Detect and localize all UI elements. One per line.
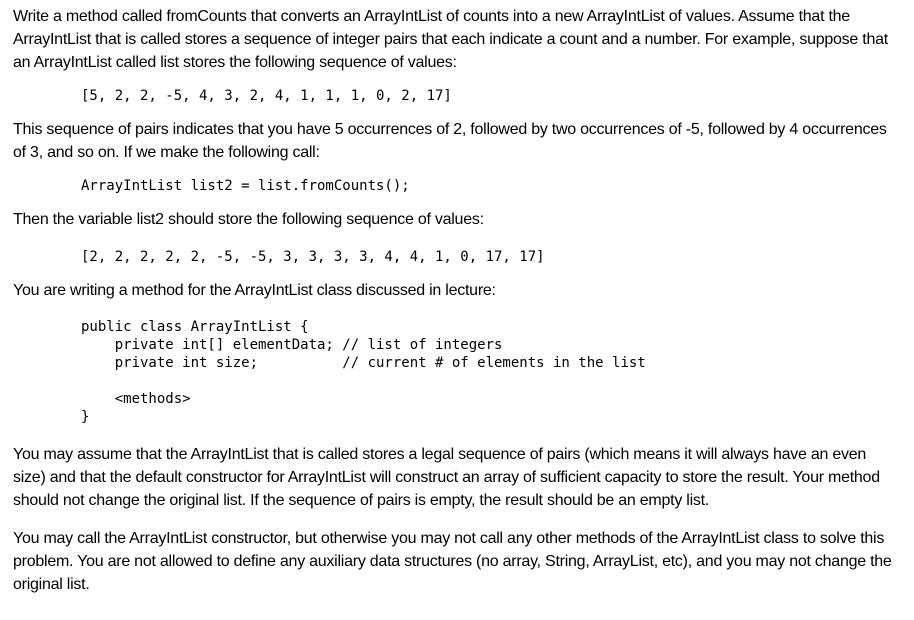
text-line: size) and that the default constructor for ArrayIntList will construct an array of sufficient capacity to store the result. Your method [13,469,880,486]
input-list-code [81,87,904,105]
intro-paragraph [13,5,904,74]
code-line [81,372,904,390]
code-line: <methods> [81,391,191,407]
result-paragraph [13,208,904,231]
text-line: You may call the ArrayIntList constructor, but otherwise you may not call any other methods of the ArrayIntList class to solve this [13,530,885,547]
text-line: You are writing a method for the ArrayIntList class discussed in lecture: [13,282,496,299]
text-line: Then the variable list2 should store the following sequence of values: [13,211,484,228]
text-line: an ArrayIntList called list stores the following sequence of values: [13,54,457,71]
code-line: ArrayIntList list2 = list.fromCounts(); [81,178,410,194]
text-line: Write a method called fromCounts that converts an ArrayIntList of counts into a new ArrayIntList of values. Assume that the [13,8,850,25]
code-line: } [81,409,90,425]
output-list-code [81,248,904,266]
text-line: of 3, and so on. If we make the following call: [13,144,320,161]
class-definition-code [81,318,904,426]
text-line: problem. You are not allowed to define any auxiliary data structures (no array, String, ArrayList, etc), and you may not change the [13,553,892,570]
code-line: [5, 2, 2, -5, 4, 3, 2, 4, 1, 1, 1, 0, 2, 17] [81,88,452,104]
text-line: should not change the original list. If the sequence of pairs is empty, the result should be an empty list. [13,492,710,509]
assumptions-paragraph [13,443,904,512]
call-code [81,177,904,195]
class-intro-paragraph [13,279,904,302]
code-line: private int[] elementData; // list of integers [81,337,503,353]
explanation-paragraph [13,118,904,164]
text-line: This sequence of pairs indicates that you have 5 occurrences of 2, followed by two occurrences of -5, followed by 4 occurrences [13,121,887,138]
restrictions-paragraph [13,527,904,596]
code-line: [2, 2, 2, 2, 2, -5, -5, 3, 3, 3, 3, 4, 4, 1, 0, 17, 17] [81,249,545,265]
text-line: ArrayIntList that is called stores a sequence of integer pairs that each indicate a count and a number. For example, suppose that [13,31,888,48]
code-line: public class ArrayIntList { [81,319,309,335]
text-line: original list. [13,576,90,593]
text-line: You may assume that the ArrayIntList that is called stores a legal sequence of pairs (which means it will always have an even [13,446,867,463]
code-line: private int size; // current # of elements in the list [81,355,646,371]
